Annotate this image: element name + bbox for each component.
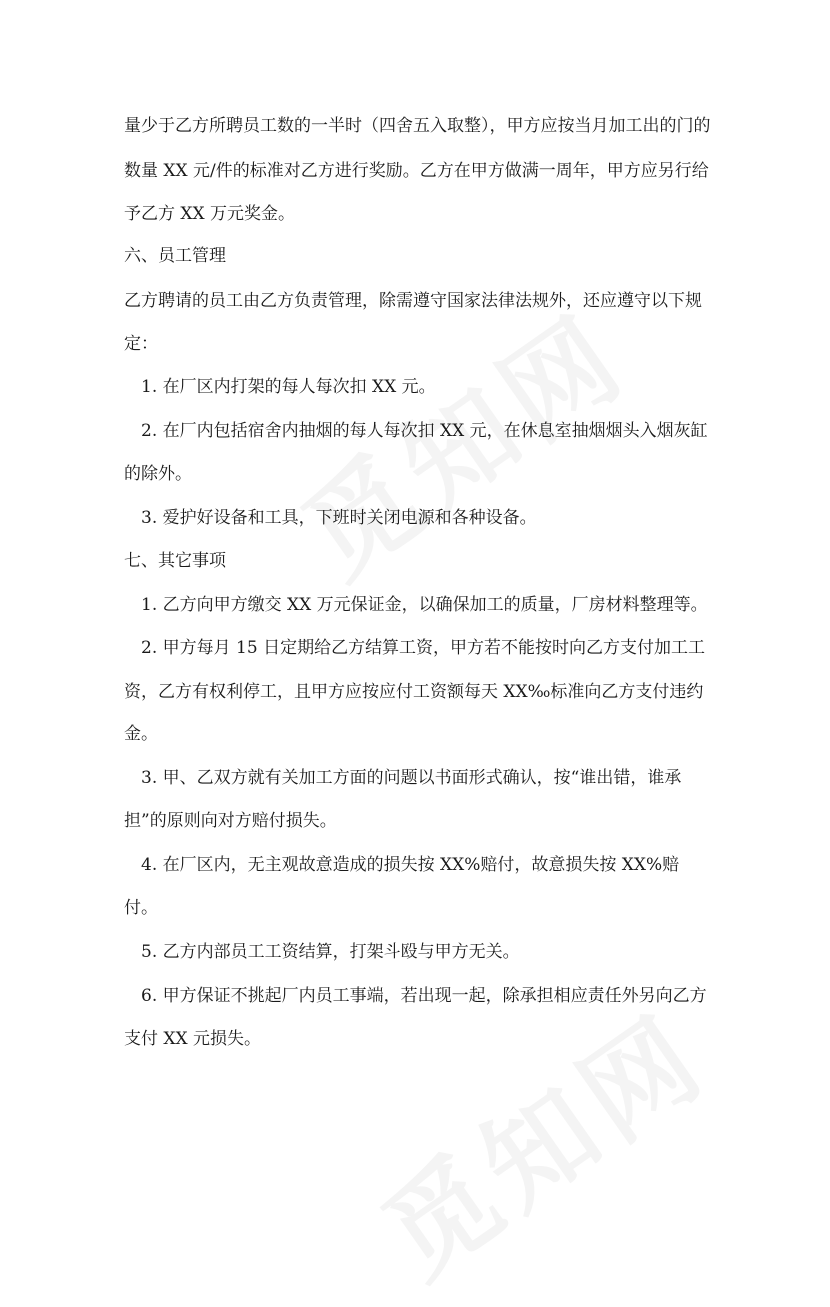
list-item: 3. 甲、乙双方就有关加工方面的问题以书面形式确认，按“谁出错，谁承 (141, 768, 682, 788)
list-item: 5. 乙方内部员工工资结算，打架斗殴与甲方无关。 (141, 942, 520, 962)
body-text-line: 担”的原则向对方赔付损失。 (124, 811, 337, 831)
body-text-line: 定： (124, 334, 158, 354)
body-text-line: 资，乙方有权利停工，且甲方应按应付工资额每天 XX‰标准向乙方支付违约 (124, 682, 704, 702)
list-item: 1. 在厂区内打架的每人每次扣 XX 元。 (141, 377, 436, 397)
body-text-line: 金。 (124, 724, 158, 744)
body-text-line: 付。 (124, 898, 158, 918)
body-text-line: 乙方聘请的员工由乙方负责管理，除需遵守国家法律法规外，还应遵守以下规 (124, 291, 702, 311)
list-item: 1. 乙方向甲方缴交 XX 万元保证金，以确保加工的质量，厂房材料整理等。 (141, 595, 708, 615)
body-text-line: 量少于乙方所聘员工数的一半时（四舍五入取整），甲方应按当月加工出的门的 (124, 116, 711, 136)
list-item: 4. 在厂区内，无主观故意造成的损失按 XX%赔付，故意损失按 XX%赔 (141, 855, 680, 875)
list-item: 3. 爱护好设备和工具，下班时关闭电源和各种设备。 (141, 508, 537, 528)
watermark (347, 971, 733, 1307)
list-item: 6. 甲方保证不挑起厂内员工事端，若出现一起，除承担相应责任外另向乙方 (141, 986, 707, 1006)
list-item: 2. 甲方每月 15 日定期给乙方结算工资，甲方若不能按时向乙方支付加工工 (141, 638, 706, 658)
body-text-line: 支付 XX 元损失。 (124, 1029, 262, 1049)
section-heading: 六、员工管理 (124, 246, 226, 266)
body-text-line: 的除外。 (124, 464, 192, 484)
body-text-line: 数量 XX 元/件的标准对乙方进行奖励。乙方在甲方做满一周年，甲方应另行给 (124, 161, 709, 181)
section-heading: 七、其它事项 (124, 551, 226, 571)
list-item: 2. 在厂内包括宿舍内抽烟的每人每次扣 XX 元，在休息室抽烟烟头入烟灰缸 (141, 421, 708, 441)
body-text-line: 予乙方 XX 万元奖金。 (124, 204, 296, 224)
